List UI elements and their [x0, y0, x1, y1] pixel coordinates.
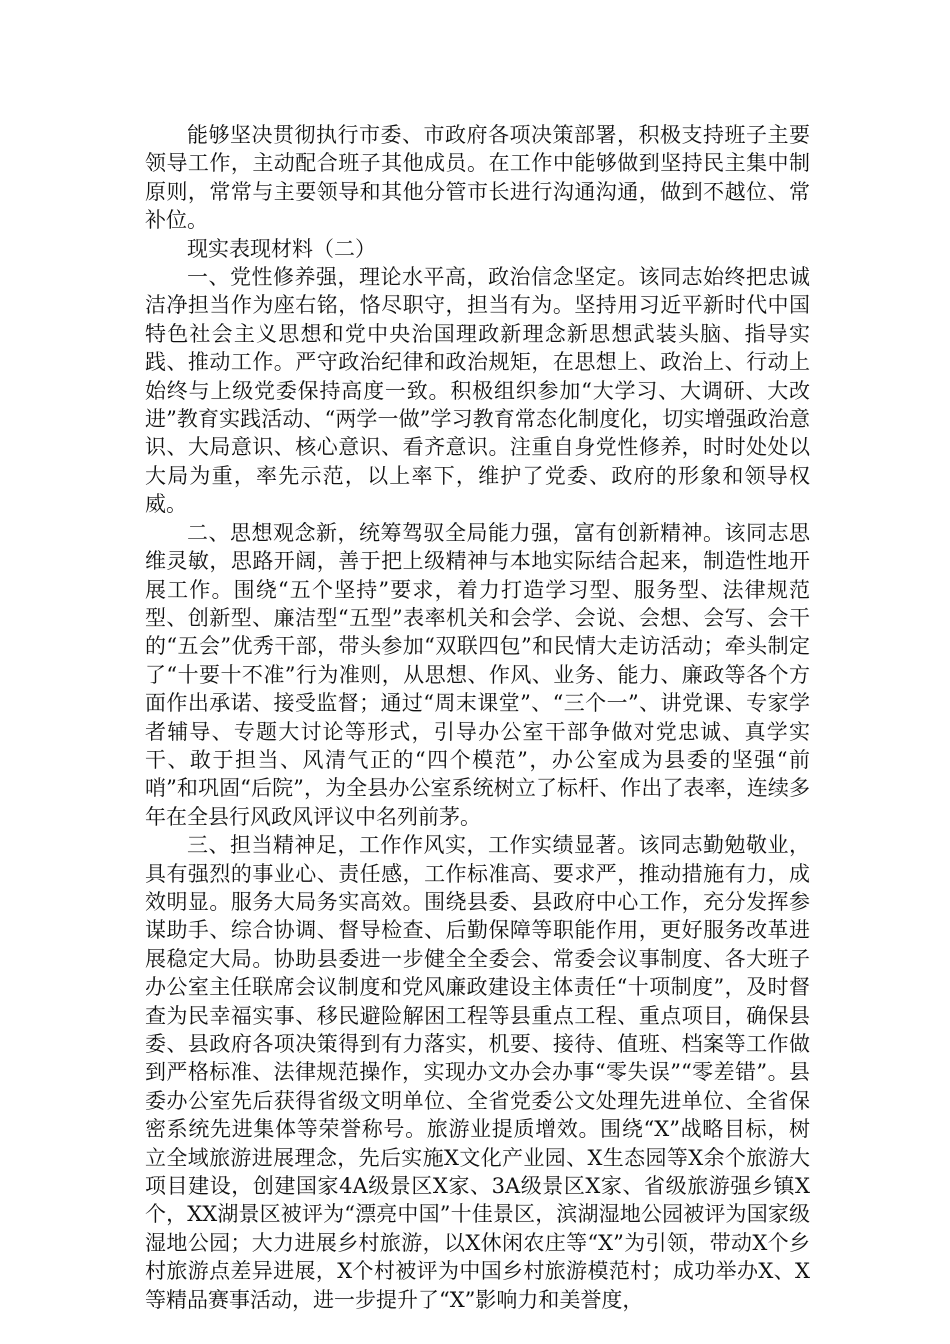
- paragraph-section-2: 二、思想观念新，统筹驾驭全局能力强，富有创新精神。该同志思维灵敏，思路开阔，善于把上级精神与本地实际结合起来，制造性地开展工作。围绕“五个坚持”要求，着力打造学习型、服务型、法律规范型、创新型、廉洁型“五型”表率机关和会学、会说、会想、会写、会干的“五会”优秀干部，带头参加“双联四包”和民情大走访活动；牵头制定了“十要十不准”行为准则，从思想、作风、业务、能力、廉政等各个方面作出承诺、接受监督；通过“周末课堂”、“三个一”、讲党课、专家学者辅导、专题大讨论等形式，引导办公室干部争做对党忠诚、真学实干、敢于担当、风清气正的“四个模范”，办公室成为县委的坚强“前哨”和巩固“后院”，为全县办公室系统树立了标杆、作出了表率，连续多年在全县行风政风评议中名列前茅。: [145, 520, 810, 829]
- document-body: [145, 121, 810, 1314]
- paragraph-intro: 能够坚决贯彻执行市委、市政府各项决策部署，积极支持班子主要领导工作，主动配合班子其他成员。在工作中能够做到坚持民主集中制原则，常常与主要领导和其他分管市长进行沟通沟通，做到不越位、常补位。: [145, 123, 810, 233]
- paragraph-section-3: 三、担当精神足，工作作风实，工作实绩显著。该同志勤勉敬业，具有强烈的事业心、责任感，工作标准高、要求严，推动措施有力，成效明显。服务大局务实高效。围绕县委、县政府中心工作，充分发挥参谋助手、综合协调、督导检查、后勤保障等职能作用，更好服务改革进展稳定大局。协助县委进一步健全全委会、常委会议事制度、各大班子办公室主任联席会议制度和党风廉政建设主体责任“十项制度”，及时督查为民幸福实事、移民避险解困工程等县重点工程、重点项目，确保县委、县政府各项决策得到有力落实，机要、接待、值班、档案等工作做到严格标准、法律规范操作，实现办文办会办事“零失误”“零差错”。县委办公室先后获得省级文明单位、全省党委公文处理先进单位、全省保密系统先进集体等荣誉称号。旅游业提质增效。围绕“X”战略目标，树立全域旅游进展理念，先后实施X文化产业园、X生态园等X余个旅游大项目建设，创建国家4A级景区X家、3A级景区X家、省级旅游强乡镇X个，XX湖景区被评为“漂亮中国”十佳景区，滨湖湿地公园被评为国家级湿地公园；大力进展乡村旅游，以X休闲农庄等“X”为引领，带动X个乡村旅游点差异进展，X个村被评为中国乡村旅游模范村；成功举办X、X等精品赛事活动，进一步提升了“X”影响力和美誉度，: [145, 833, 810, 1312]
- paragraph-section-1: 一、党性修养强，理论水平高，政治信念坚定。该同志始终把忠诚洁净担当作为座右铭，恪尽职守，担当有为。坚持用习近平新时代中国特色社会主义思想和党中央治国理政新理念新思想武装头脑、指导实践、推动工作。严守政治纪律和政治规矩，在思想上、政治上、行动上始终与上级党委保持高度一致。积极组织参加“大学习、大调研、大改进”教育实践活动、“两学一做”学习教育常态化制度化，切实增强政治意识、大局意识、核心意识、看齐意识。注重自身党性修养，时时处处以大局为重，率先示范，以上率下，维护了党委、政府的形象和领导权威。: [145, 265, 810, 517]
- section-heading: 现实表现材料（二）: [187, 236, 376, 261]
